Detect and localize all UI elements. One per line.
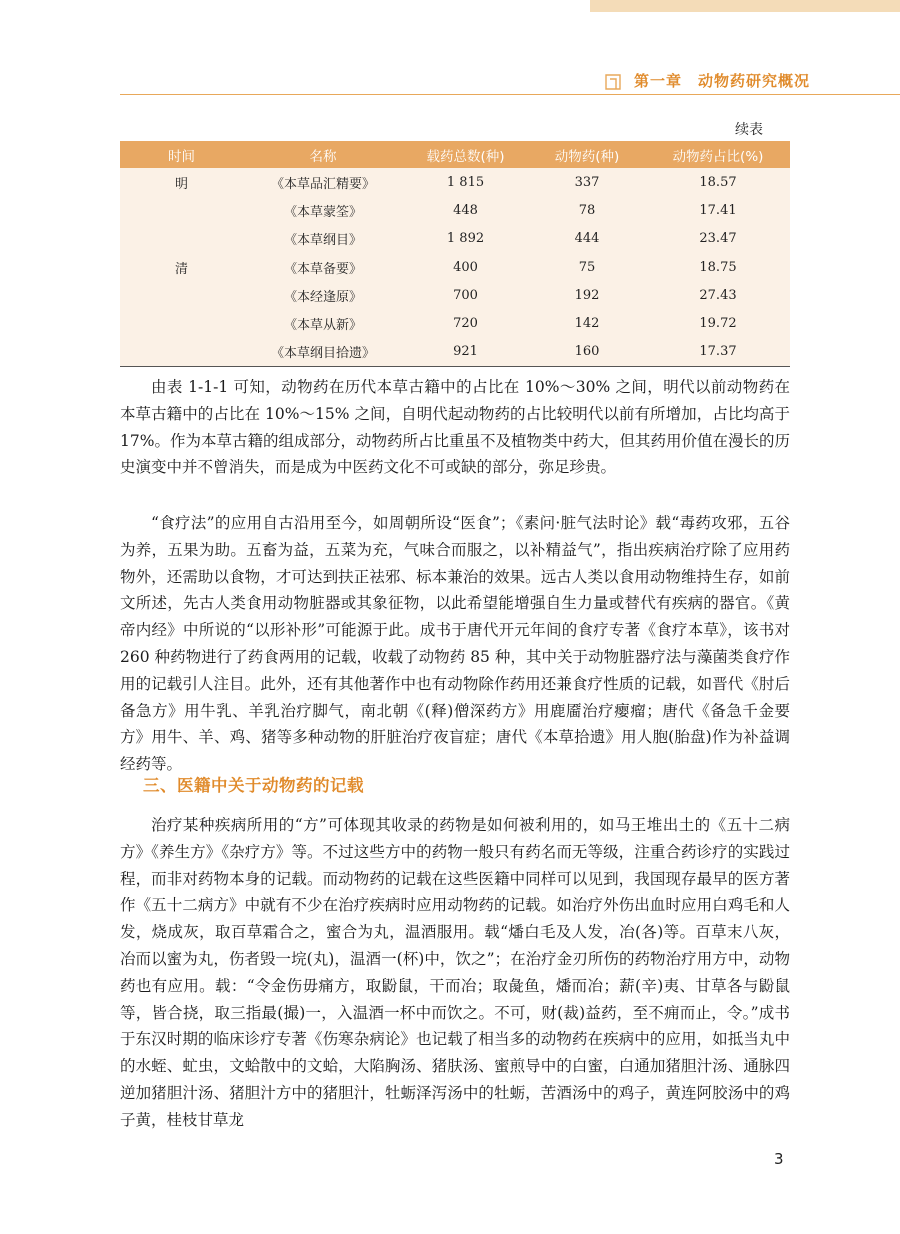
- book-name-cell: 《本草蒙筌》: [283, 204, 362, 220]
- table-continued-label: 续表: [735, 122, 763, 138]
- table-row: [120, 281, 790, 309]
- page-number: 3: [774, 1150, 784, 1168]
- table-row: [120, 253, 790, 281]
- animal-count-cell: 142: [574, 316, 600, 332]
- column-header-time: 时间: [120, 141, 243, 168]
- era-cell-empty: [120, 338, 243, 367]
- animal-count-cell: 160: [528, 338, 646, 367]
- paragraph-text: 治疗某种疾病所用的“方”可体现其收录的药物是如何被利用的，如马王堆出土的《五十二病方》《养生方》《杂疗方》等。不过这些方中的药物一般只有药名而无等级，注重合药诊疗的实践过程，而非对药物本身的记载。而动物药的记载在这些医籍中同样可以见到，我国现存最早的医方著作《五十二病方》中就有不少在治疗疾病时应用动物药的记载。如治疗外伤出血时应用白鸡毛和人发，烧成灰，取百草霜合之，蜜合为丸，温酒服用。载“燔白毛及人发，冶(各)等。百草末八灰，冶而以蜜为丸，伤者毁一垸(丸)，温酒一(杯)中，饮之”；在治疗金刃所伤的药物治疗用方中，动物药也有应用。载：“令金伤毋痛方，取鼢鼠，干而冶；取彘鱼，燔而冶；薪(辛)夷、甘草各与鼢鼠等，皆合挠，取三指最(撮)一，入温酒一杯中而饮之。不可，财(裁)益药，至不痈而止，令。”成书于东汉时期的临床诊疗专著《伤寒杂病论》也记载了相当多的动物药在疾病中的应用，如抵当丸中的水蛭、虻虫，文蛤散中的文蛤，大陷胸汤、猪肤汤、蜜煎导中的白蜜，白通加猪胆汁汤、通脉四逆加猪胆汁汤、猪胆汁方中的猪胆汁，牡蛎泽泻汤中的牡蛎，苦酒汤中的鸡子，黄连阿胶汤中的鸡子黄，桂枝甘草龙: [120, 816, 790, 1129]
- book-name-cell: 《本草品汇精要》: [270, 176, 375, 192]
- top-decorative-band: [590, 0, 900, 12]
- era-cell-empty: [120, 196, 243, 224]
- body-paragraph-2: [120, 510, 790, 778]
- book-name-cell: 《本草备要》: [283, 261, 362, 277]
- animal-count-cell: 78: [578, 202, 596, 218]
- body-paragraph-3: [120, 812, 790, 1134]
- column-header-name: 名称: [243, 141, 403, 168]
- percent-cell: 19.72: [699, 316, 737, 332]
- percent-cell: 18.57: [699, 174, 737, 190]
- table-row: [120, 168, 790, 196]
- column-header-animal: 动物药(种): [528, 141, 646, 168]
- book-name-cell: 《本经逢原》: [283, 289, 362, 305]
- percent-cell: 17.41: [699, 202, 737, 218]
- chapter-mark-icon: [605, 74, 621, 90]
- era-cell-empty: [120, 309, 243, 337]
- body-paragraph-1: [120, 374, 790, 481]
- table-row: [120, 309, 790, 337]
- running-header: [0, 56, 900, 116]
- total-count-cell: 1 815: [446, 174, 485, 190]
- book-name-cell: 《本草从新》: [283, 318, 362, 334]
- percent-cell: 27.43: [699, 287, 737, 303]
- animal-count-cell: 337: [574, 174, 600, 190]
- percent-cell: 17.37: [646, 338, 790, 367]
- section-heading: 三、医籍中关于动物药的记载: [143, 776, 364, 795]
- book-name-cell: 《本草纲目》: [283, 233, 362, 249]
- era-cell-ming: 明: [174, 176, 188, 192]
- table-row: [120, 196, 790, 224]
- animal-count-cell: 192: [574, 287, 600, 303]
- total-count-cell: 1 892: [446, 231, 485, 247]
- table-row: [120, 338, 790, 367]
- book-name-cell: 《本草纲目拾遗》: [243, 338, 403, 367]
- era-cell-qing: 清: [174, 261, 188, 277]
- era-cell-empty: [120, 281, 243, 309]
- total-count-cell: 400: [453, 259, 478, 275]
- table-header-row: [120, 141, 790, 168]
- table-row: [120, 225, 790, 253]
- total-count-cell: 720: [453, 316, 478, 332]
- chapter-title: 第一章 动物药研究概况: [634, 72, 811, 90]
- total-count-cell: 700: [453, 287, 478, 303]
- era-cell-empty: [120, 225, 243, 253]
- column-header-total: 载药总数(种): [403, 141, 528, 168]
- drug-statistics-table: [120, 141, 790, 367]
- paragraph-text: “食疗法”的应用自古沿用至今，如周朝所设“医食”；《素问·脏气法时论》载“毒药攻邪，五谷为养，五果为助。五畜为益，五菜为充，气味合而服之，以补精益气”，指出疾病治疗除了应用药物外，还需助以食物，才可达到扶正祛邪、标本兼治的效果。远古人类以食用动物维持生存，如前文所述，先古人类食用动物脏器或其象征物，以此希望能增强自生力量或替代有疾病的器官。《黄帝内经》中所说的“以形补形”可能源于此。成书于唐代开元年间的食疗专著《食疗本草》，该书对 260 种药物进行了药食两用的记载，收载了动物药 85 种，其中关于动物脏器疗法与藻菌类食疗作用的记载引人注目。此外，还有其他著作中也有动物除作药用还兼食疗性质的记载，如晋代《肘后备急方》用牛乳、羊乳治疗脚气，南北朝《(释)僧深药方》用鹿靥治疗瘿瘤；唐代《备急千金要方》用牛、羊、鸡、猪等多种动物的肝脏治疗夜盲症；唐代《本草拾遗》用人胞(胎盘)作为补益调经药等。: [120, 514, 790, 774]
- animal-count-cell: 444: [574, 231, 600, 247]
- percent-cell: 23.47: [699, 231, 737, 247]
- total-count-cell: 448: [453, 202, 478, 218]
- paragraph-text: 由表 1-1-1 可知，动物药在历代本草古籍中的占比在 10%～30% 之间，明代以前动物药在本草古籍中的占比在 10%～15% 之间，自明代起动物药的占比较明代以前有所增加，占比均高于 17%。作为本草古籍的组成部分，动物药所占比重虽不及植物类中药大，但其药用价值在漫长的历史演变中并不曾消失，而是成为中医药文化不可或缺的部分，弥足珍贵。: [120, 378, 790, 477]
- header-rule: [120, 94, 900, 95]
- total-count-cell: 921: [403, 338, 528, 367]
- percent-cell: 18.75: [699, 259, 737, 275]
- column-header-percent: 动物药占比(%): [646, 141, 790, 168]
- animal-count-cell: 75: [578, 259, 596, 275]
